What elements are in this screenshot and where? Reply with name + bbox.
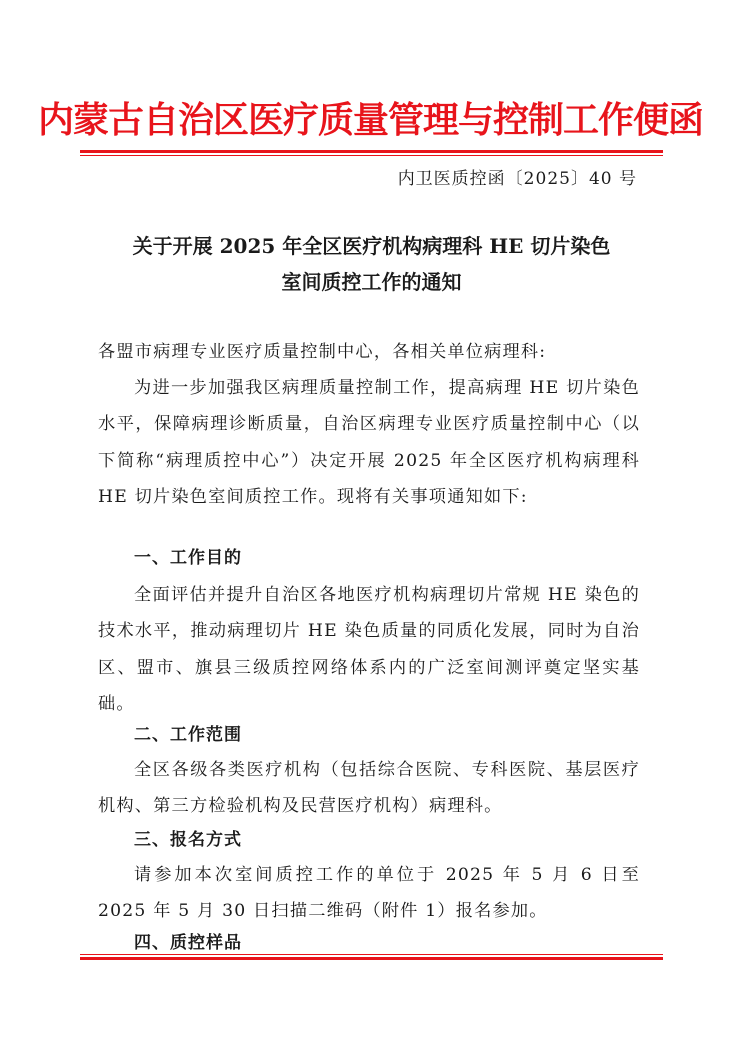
section-text-registration: 请参加本次室间质控工作的单位于 2025 年 5 月 6 日至 2025 年 5 月 30 日扫描二维码（附件 1）报名参加。 [98, 865, 640, 922]
notice-title-line-1: 关于开展 2025 年全区医疗机构病理科 HE 切片染色 [132, 234, 611, 258]
section-text-scope: 全区各级各类医疗机构（包括综合医院、专科医院、基层医疗机构、第三方检验机构及民营医疗机构）病理科。 [98, 760, 640, 817]
footer-rule-thick [80, 957, 663, 960]
notice-title-line-2: 室间质控工作的通知 [281, 270, 462, 294]
salutation: 各盟市病理专业医疗质量控制中心，各相关单位病理科: [98, 342, 547, 362]
masthead-title: 内蒙古自治区医疗质量管理与控制工作便函 [37, 99, 703, 141]
section-heading-purpose: 一、工作目的 [134, 548, 242, 568]
masthead-rule-thin [80, 155, 663, 156]
section-heading-scope: 二、工作范围 [134, 725, 242, 745]
section-heading-registration: 三、报名方式 [134, 830, 242, 850]
footer-rule-thin [80, 954, 663, 955]
notice-title [80, 228, 663, 300]
document-number: 内卫医质控函〔2025〕40 号 [397, 169, 637, 189]
section-heading-samples: 四、质控样品 [134, 933, 242, 953]
intro-paragraph: 为进一步加强我区病理质量控制工作，提高病理 HE 切片染色水平，保障病理诊断质量，自治区病理专业医疗质量控制中心（以下简称“病理质控中心”）决定开展 2025 年全区医疗机构病理科 HE 切片染色室间质控工作。现将有关事项通知如下: [98, 378, 640, 508]
masthead-rule-thick [80, 150, 663, 153]
section-text-purpose: 全面评估并提升自治区各地医疗机构病理切片常规 HE 染色的技术水平，推动病理切片 HE 染色质量的同质化发展，同时为自治区、盟市、旗县三级质控网络体系内的广泛室间测评奠定坚实基础。 [98, 585, 640, 715]
